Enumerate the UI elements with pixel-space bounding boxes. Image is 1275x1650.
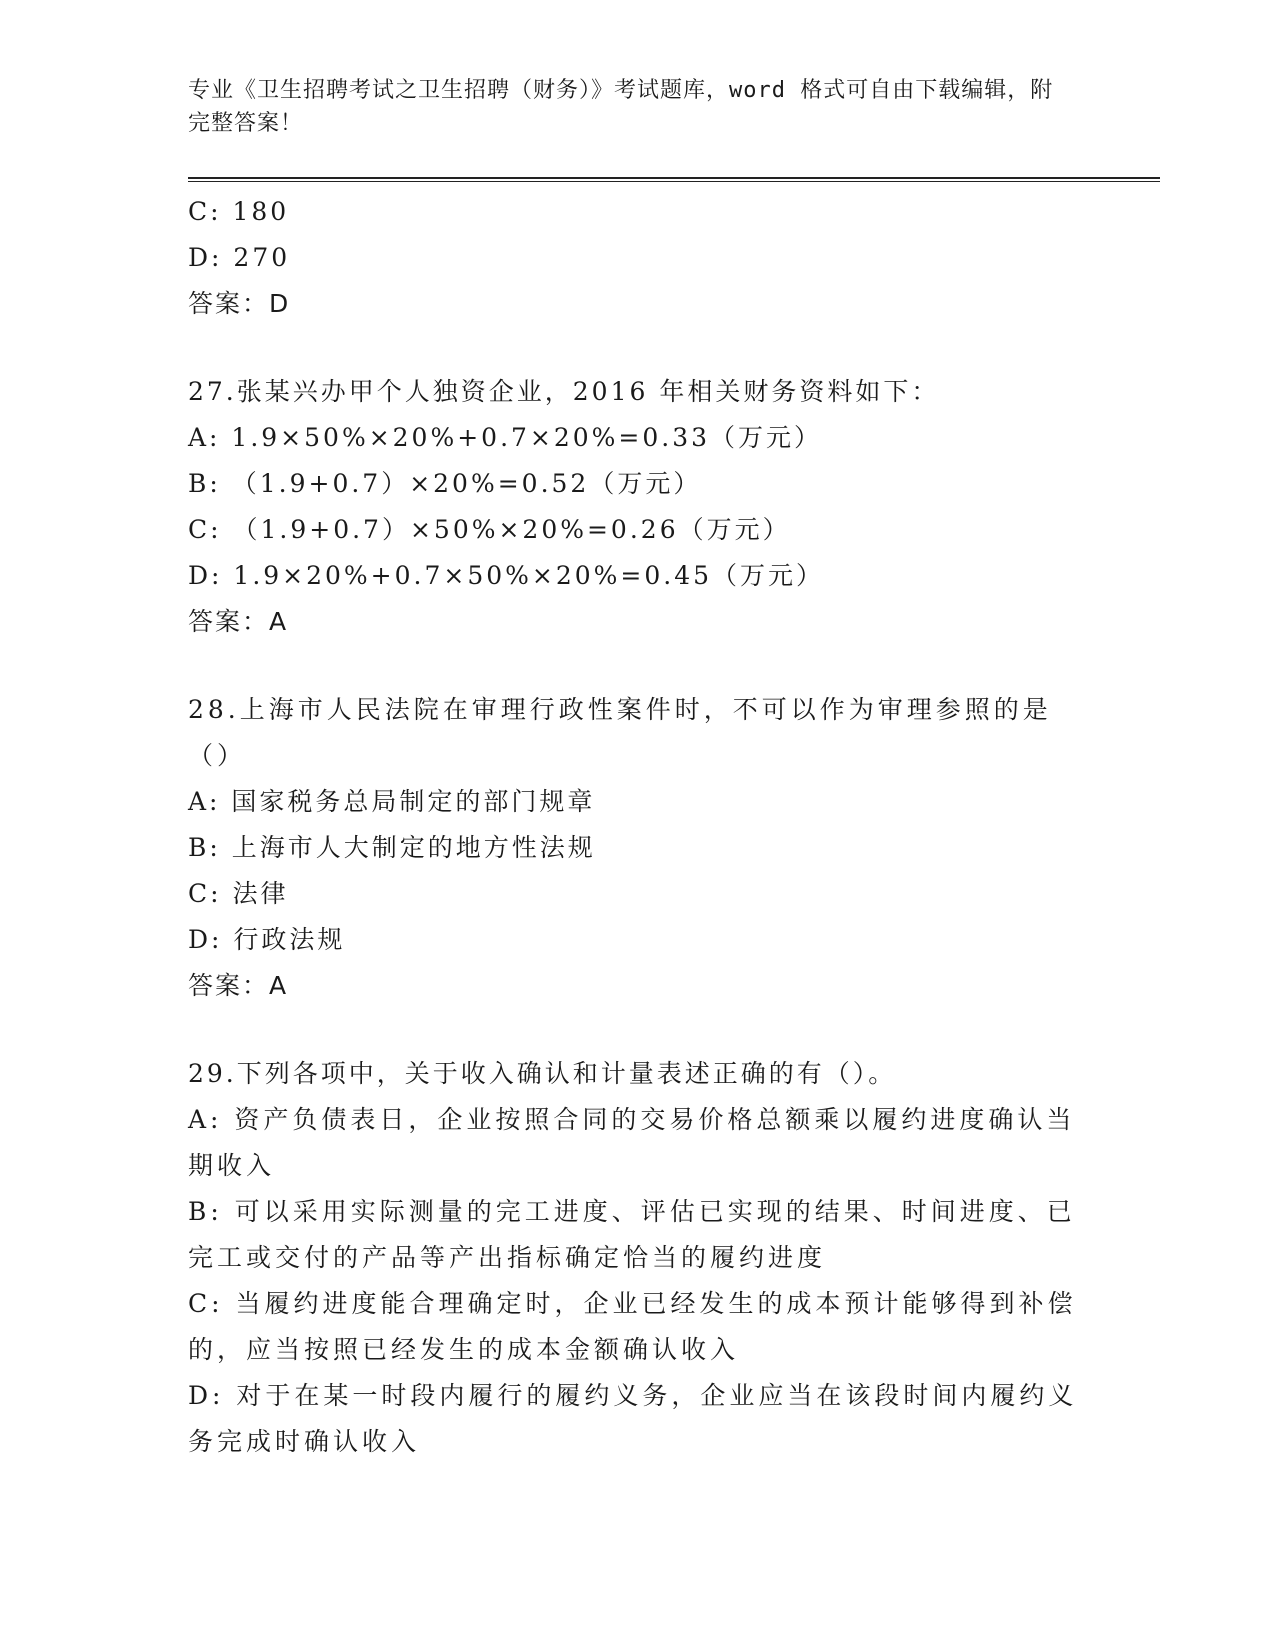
option-d: D: 1.9×20%+0.7×50%×20%=0.45（万元）	[188, 561, 825, 590]
option-a: A: 资产负债表日，企业按照合同的交易价格总额乘以履约进度确认当期收入	[188, 1105, 1076, 1180]
document-header: 专业《卫生招聘考试之卫生招聘（财务）》考试题库，word 格式可自由下载编辑，附完整答案！	[188, 78, 1054, 136]
option-b: B: （1.9+0.7）×20%=0.52（万元）	[188, 469, 702, 498]
question-list	[188, 189, 1078, 1465]
option-d: D: 对于在某一时段内履行的履约义务，企业应当在该段时间内履约义务完成时确认收入	[188, 1381, 1078, 1456]
option-c: C: 180	[188, 197, 290, 226]
option-b: B: 上海市人大制定的地方性法规	[188, 833, 596, 862]
option-d: D: 270	[188, 243, 291, 272]
question-27	[188, 369, 1078, 645]
question-stem: 28.上海市人民法院在审理行政性案件时，不可以作为审理参照的是（）	[188, 695, 1052, 770]
question-28	[188, 687, 1078, 1009]
option-c: C: 法律	[188, 879, 289, 908]
answer-line: 答案：A	[188, 971, 289, 1000]
option-d: D: 行政法规	[188, 925, 346, 954]
option-a: A: 1.9×50%×20%+0.7×20%=0.33（万元）	[188, 423, 823, 452]
header-divider-thin	[188, 181, 1160, 182]
answer-line: 答案：D	[188, 289, 291, 318]
option-a: A: 国家税务总局制定的部门规章	[188, 787, 596, 816]
question-stem: 27.张某兴办甲个人独资企业，2016 年相关财务资料如下：	[188, 377, 940, 406]
header-divider	[188, 177, 1160, 179]
option-c: C: （1.9+0.7）×50%×20%=0.26（万元）	[188, 515, 791, 544]
option-b: B: 可以采用实际测量的完工进度、评估已实现的结果、时间进度、已完工或交付的产品等产出指标确定恰当的履约进度	[188, 1197, 1076, 1272]
question-26-tail	[188, 189, 1078, 327]
question-29	[188, 1051, 1078, 1465]
question-stem: 29.下列各项中，关于收入确认和计量表述正确的有（）。	[188, 1059, 897, 1088]
answer-line: 答案：A	[188, 607, 289, 636]
option-c: C: 当履约进度能合理确定时，企业已经发生的成本预计能够得到补偿的，应当按照已经发生的成本金额确认收入	[188, 1289, 1077, 1364]
